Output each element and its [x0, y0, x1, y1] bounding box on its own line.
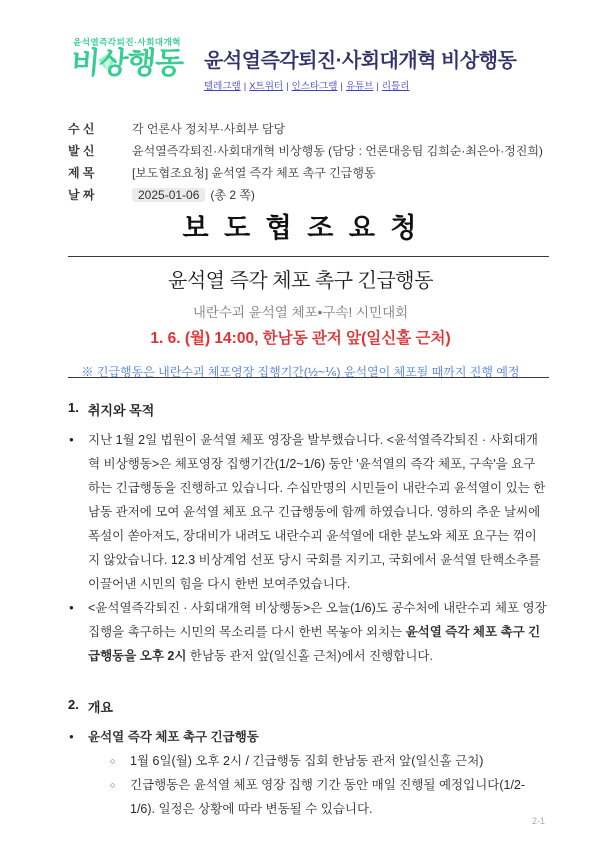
event-title: 윤석열 즉각 체포 촉구 긴급행동: [168, 270, 433, 292]
section2-bullets: [68, 725, 547, 821]
page-count: (총 2 쪽): [210, 188, 255, 202]
logo-text: 비상행동: [69, 47, 185, 80]
sender-label: 발 신: [68, 144, 95, 158]
date-value: [132, 184, 255, 206]
event-announcement: [0, 264, 601, 380]
recipient-label: 수 신: [68, 122, 95, 136]
bullet2-pre: <윤석열즉각퇴진 · 사회대개혁 비상행동>은 오늘(1/6)도 공수처에 내란수괴 체포 영장 집행을 촉구하는 시민의 목소리를 다시 한번 목놓아 외치는: [88, 601, 547, 639]
org-logo: [62, 36, 192, 80]
meta-row-sender: [68, 140, 549, 162]
subject-label: 제 목: [68, 166, 95, 180]
meta-row-subject: [68, 162, 549, 184]
subject-value: [보도협조요청] 윤석열 즉각 체포 촉구 긴급행동: [132, 166, 376, 180]
link-youtube[interactable]: 유튜브: [345, 81, 374, 92]
meta-row-recipient: [68, 118, 549, 140]
document-body: [68, 400, 547, 821]
page-number: 2-1: [531, 816, 545, 826]
bullet-paragraph: ● 지난 1월 2일 법원이 윤석열 체포 영장을 발부했습니다. <윤석열즉각퇴진 · 사회대개혁 비상행동>은 체포영장 집행기간(1/2~1/6) 동안 '윤석열의 즉각 체포, 구속'을 요구하는 긴급행동을 진행하고 있습니다. 수십만명의 시민들이 내란수괴 윤석열이 있는 한남동 관저에 모여 윤석열 체포 요구 긴급행동에 함께 하였습니다. 영하의 추운 날씨에 폭설이 쏟아져도, 장대비가 내려도 내란수괴 윤석열에 대한 분노와 체포 요구는 꺾이지 않았습니다. 12.3 비상계엄 선포 당시 국회를 지키고, 국회에서 윤석열 탄핵소추를 이끌어낸 시민의 힘을 다시 한번 보여주었습니다.: [68, 428, 547, 596]
section2-heading: [68, 697, 547, 716]
logo-tagline: 윤석열즉각퇴진·사회대개혁: [73, 37, 181, 47]
section1-number: 1.: [68, 400, 79, 415]
event-datetime: 1. 6. (월) 14:00, 한남동 관저 앞(일신홀 근처): [150, 330, 451, 347]
document-header: [62, 36, 551, 92]
divider-bottom: [68, 377, 549, 378]
section1-heading: [68, 400, 547, 419]
date-chip: 2025-01-06: [132, 188, 205, 202]
org-title-block: [204, 36, 516, 92]
link-separator: |: [243, 81, 247, 92]
date-label: 날 짜: [68, 188, 95, 202]
social-links: [204, 78, 516, 92]
sender-value: 윤석열즉각퇴진·사회대개혁 비상행동 (담당 : 언론대응팀 김희순·최은아·정진희): [132, 144, 543, 158]
link-separator: |: [376, 81, 379, 92]
sub-bullet-schedule: ○ 1월 6일(월) 오후 2시 / 긴급행동 집회 한남동 관저 앞(일신홀 근처): [110, 749, 547, 773]
link-litt-ly[interactable]: 리틀리: [381, 81, 410, 92]
divider-top: [68, 256, 549, 257]
section1-bullets: [68, 428, 547, 668]
link-telegram[interactable]: 텔레그램: [204, 81, 241, 92]
meta-row-date: [68, 184, 549, 206]
event-subtitle: 내란수괴 윤석열 체포•구속! 시민대회: [192, 305, 409, 320]
bullet2-emphasis: 윤석열 즉각 체포 촉구 긴급행동을 오후 2시: [88, 625, 541, 663]
sub-bullet-note: ○ 긴급행동은 윤석열 체포 영장 집행 기간 동안 매일 진행될 예정입니다(1/2-1/6). 일정은 상황에 따라 변동될 수 있습니다.: [110, 773, 547, 821]
bullet-paragraph: [68, 596, 547, 668]
event-note: ※ 긴급행동은 내란수괴 체포영장 집행기간(½~⅙) 윤석열이 체포될 때까지 진행 예정: [81, 365, 520, 379]
bullet2-post: 한남동 관저 앞(일신홀 근처)에서 진행합니다.: [186, 649, 433, 663]
link-separator: |: [340, 81, 343, 92]
link-instagram[interactable]: 인스타그램: [291, 81, 338, 92]
document-meta: [68, 118, 549, 206]
section1-title: 취지와 목적: [87, 403, 155, 418]
bullet-event-name: ● 윤석열 즉각 체포 촉구 긴급행동: [68, 725, 547, 749]
org-title: 윤석열즉각퇴진·사회대개혁 비상행동: [204, 50, 517, 72]
logo-wordmark: [61, 48, 194, 80]
link-separator: |: [286, 81, 289, 92]
section2-number: 2.: [68, 697, 79, 712]
recipient-value: 각 언론사 정치부·사회부 담당: [132, 122, 286, 136]
link-x-twitter[interactable]: X트위터: [249, 81, 284, 92]
section2-title: 개요: [87, 700, 113, 715]
document-title: 보 도 협 조 요 청: [182, 213, 419, 243]
